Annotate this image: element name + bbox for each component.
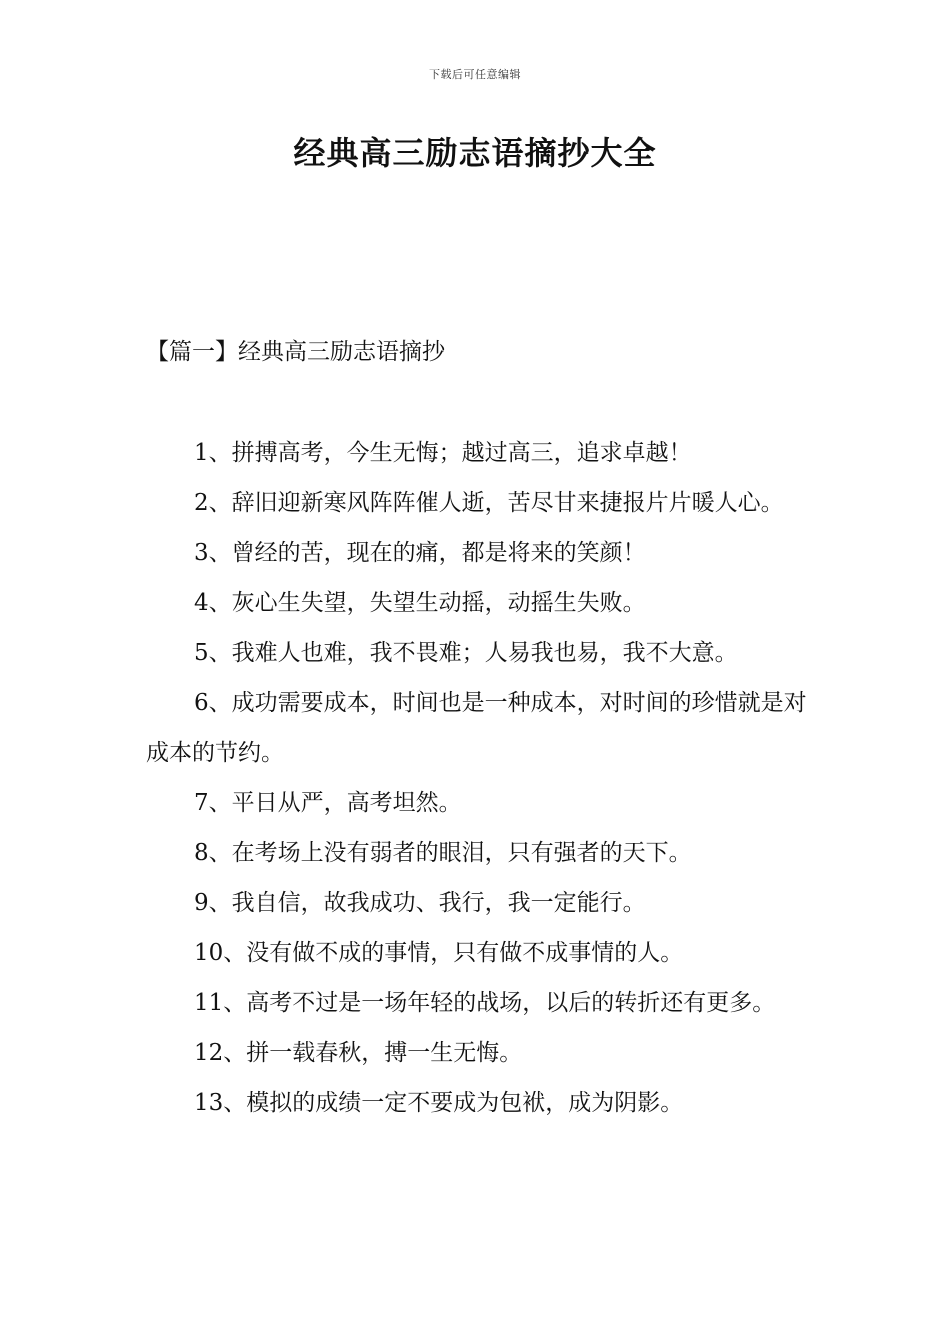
document-title: 经典高三励志语摘抄大全	[293, 134, 657, 172]
paragraph: 6、成功需要成本，时间也是一种成本，对时间的珍惜就是对成本的节约。	[146, 690, 807, 766]
paragraph: 3、曾经的苦，现在的痛，都是将来的笑颜！	[194, 540, 646, 566]
paragraph: 4、灰心生失望，失望生动摇，动摇生失败。	[194, 590, 646, 616]
paragraph: 2、辞旧迎新寒风阵阵催人逝，苦尽甘来捷报片片暖人心。	[194, 490, 784, 516]
header-note: 下载后可任意编辑	[429, 68, 521, 81]
document-body	[146, 428, 810, 1128]
paragraph: 9、我自信，故我成功、我行，我一定能行。	[194, 890, 646, 916]
paragraph: 5、我难人也难，我不畏难；人易我也易，我不大意。	[194, 640, 738, 666]
paragraph: 8、在考场上没有弱者的眼泪，只有强者的天下。	[194, 840, 692, 866]
paragraph: 1、拼搏高考，今生无悔；越过高三，追求卓越！	[194, 440, 692, 466]
paragraph: 11、高考不过是一场年轻的战场，以后的转折还有更多。	[194, 990, 776, 1016]
paragraph: 10、没有做不成的事情，只有做不成事情的人。	[194, 940, 684, 966]
paragraph: 7、平日从严，高考坦然。	[194, 790, 462, 816]
paragraph: 12、拼一载春秋，搏一生无悔。	[194, 1040, 523, 1066]
section-heading: 【篇一】经典高三励志语摘抄	[146, 339, 445, 365]
paragraph: 13、模拟的成绩一定不要成为包袱，成为阴影。	[194, 1090, 684, 1116]
